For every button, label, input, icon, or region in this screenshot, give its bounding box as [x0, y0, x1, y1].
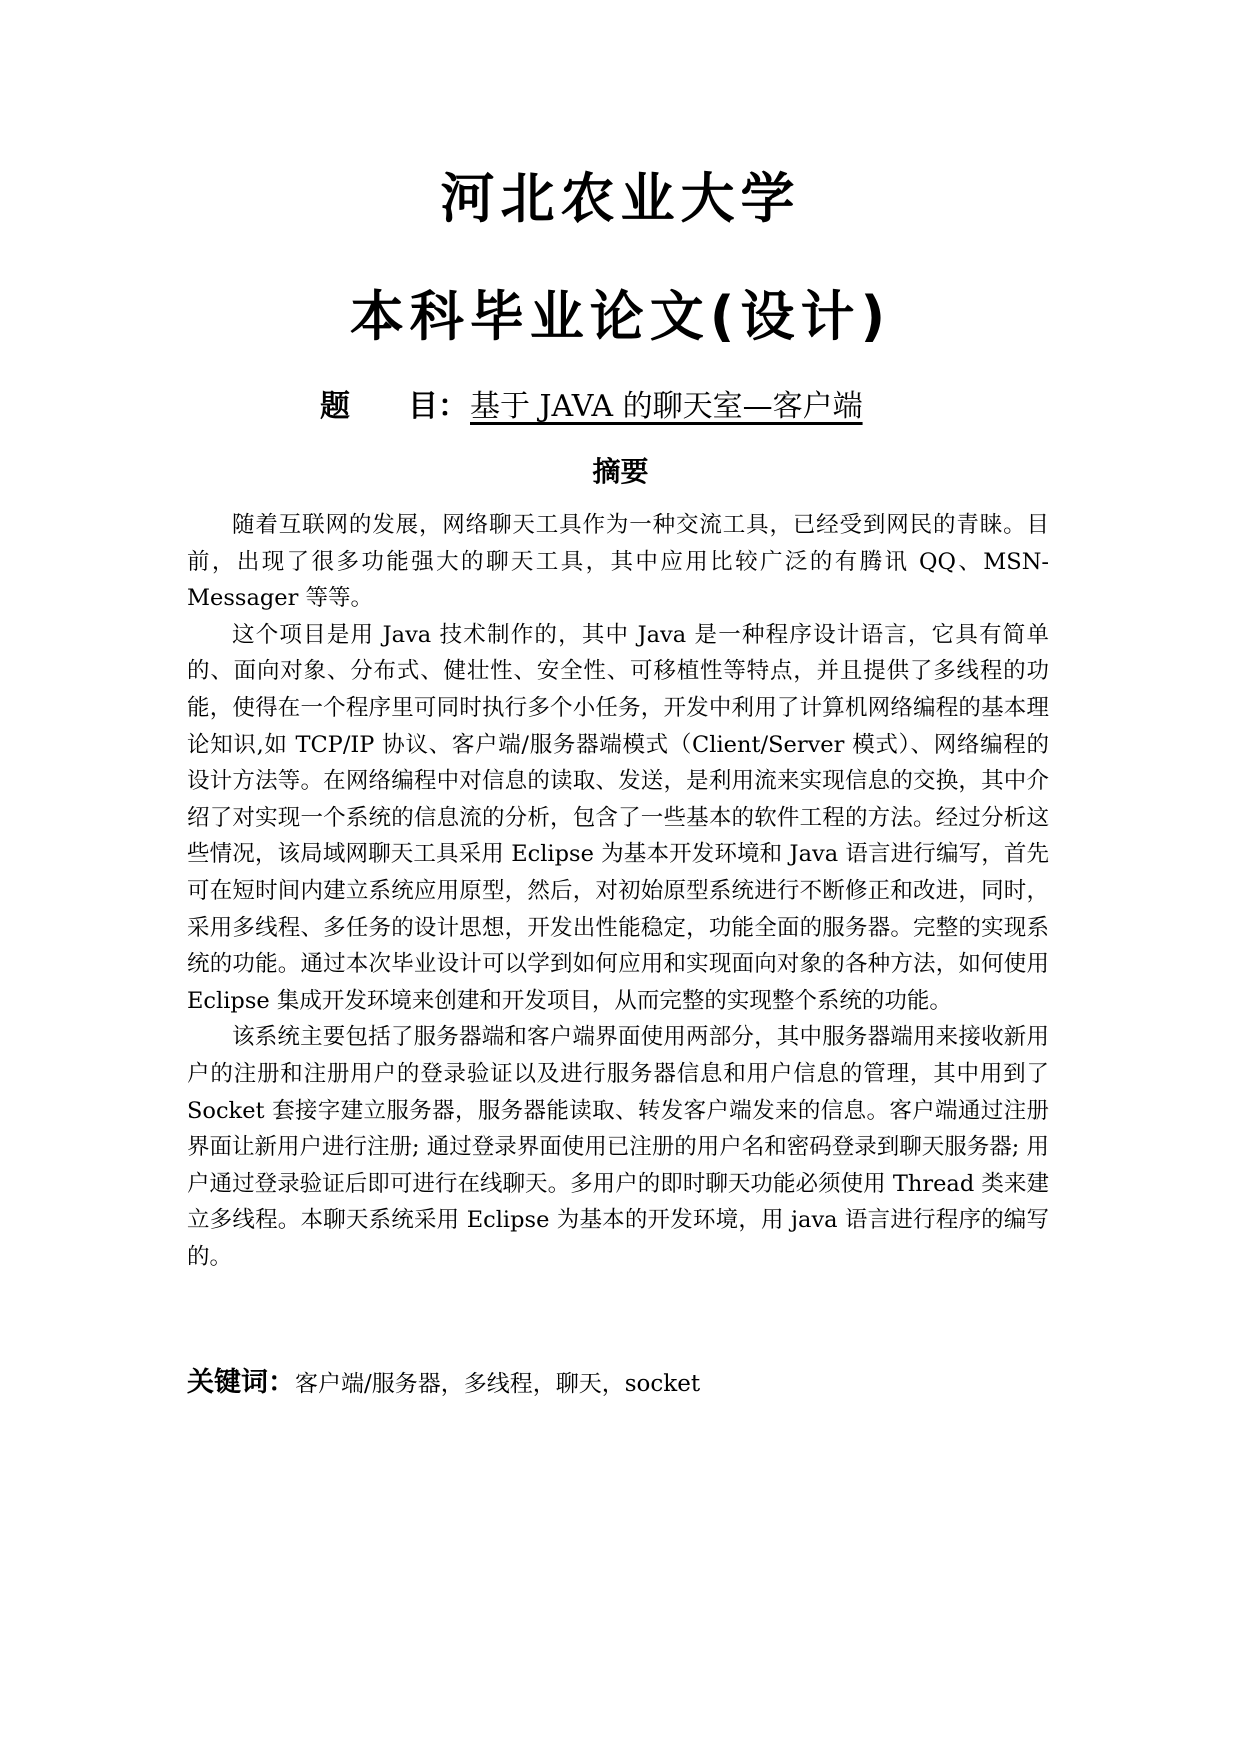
- keywords-value: 客户端/服务器，多线程，聊天，socket: [295, 1371, 701, 1397]
- subject-label-first: 题: [320, 389, 350, 424]
- subject-label: [320, 389, 470, 424]
- abstract-heading: 摘要: [592, 455, 649, 488]
- keywords-line: [187, 1369, 700, 1396]
- abstract-paragraph: 这个项目是用 Java 技术制作的，其中 Java 是一种程序设计语言，它具有简单的、面向对象、分布式、健壮性、安全性、可移植性等特点，并且提供了多线程的功能，使得在一个程序里可同时执行多个小任务，开发中利用了计算机网络编程的基本理论知识,如 TCP/IP 协议、客户端/服务器端模式（Client/Server 模式）、网络编程的设计方法等。在网络编程中对信息的读取、发送，是利用流来实现信息的交换，其中介绍了对实现一个系统的信息流的分析，包含了一些基本的软件工程的方法。经过分析这些情况，该局域网聊天工具采用 Eclipse 为基本开发环境和 Java 语言进行编写，首先可在短时间内建立系统应用原型，然后，对初始原型系统进行不断修正和改进，同时，采用多线程、多任务的设计思想，开发出性能稳定，功能全面的服务器。完整的实现系统的功能。通过本次毕业设计可以学到如何应用和实现面向对象的各种方法，如何使用 Eclipse 集成开发环境来创建和开发项目，从而完整的实现整个系统的功能。: [187, 621, 1049, 1014]
- subject-line: [320, 389, 881, 424]
- thesis-type-title: 本科毕业论文(设计): [349, 285, 892, 348]
- subject-value: 基于 JAVA 的聊天室—客户端: [470, 389, 863, 424]
- keywords-label: 关键词：: [187, 1367, 295, 1398]
- abstract-paragraph: 该系统主要包括了服务器端和客户端界面使用两部分，其中服务器端用来接收新用户的注册和注册用户的登录验证以及进行服务器信息和用户信息的管理，其中用到了 Socket 套接字建立服务器，服务器能读取、转发客户端发来的信息。客户端通过注册界面让新用户进行注册; 通过登录界面使用已注册的用户名和密码登录到聊天服务器; 用户通过登录验证后即可进行在线聊天。多用户的即时聊天功能必须使用 Thread 类来建立多线程。本聊天系统采用 Eclipse 为基本的开发环境，用 java 语言进行程序的编写的。: [187, 1024, 1049, 1270]
- university-title: 河北农业大学: [440, 167, 801, 230]
- abstract-paragraph: 随着互联网的发展，网络聊天工具作为一种交流工具，已经受到网民的青睐。目前，出现了很多功能强大的聊天工具，其中应用比较广泛的有腾讯 QQ、MSN-Messager 等等。: [187, 512, 1049, 612]
- subject-label-second: 目：: [408, 389, 468, 424]
- abstract-body: [187, 507, 1049, 1275]
